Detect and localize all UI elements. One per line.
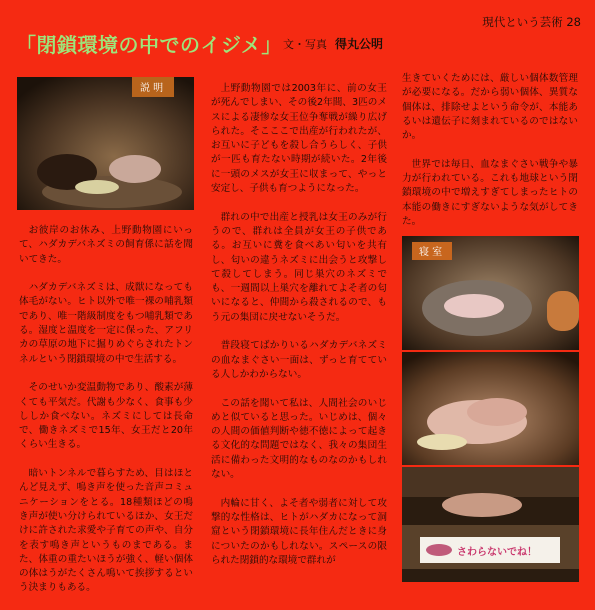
- author-name: 得丸公明: [335, 37, 384, 51]
- text-column-3: [402, 72, 578, 244]
- paragraph: 内輪に甘く、よそ者や弱者に対して攻撃的な性格は、ヒトがハダカになって洞窟という閉鎖環境に長年住んだときに身についたのかもしれない。スペースの限られた閉鎖的な環境で群れが: [211, 497, 387, 566]
- text-column-1: [19, 224, 193, 610]
- byline-label: 文・写真: [283, 38, 327, 51]
- paragraph: 上野動物園では2003年に、前の女王が死んでしまい、その後2年間、3匹のメスによる凄惨な女王位争奪戦が繰り広げられた。そこここで出産が行われたが、お互いに子どもを殺し合うらしく、子供が一匹も育たない時期が続いた。2年後に一頭のメスが女王に収まって、やっと安定し、子供も育つようになった。: [211, 83, 387, 195]
- paragraph: 世界では毎日、血なまぐさい戦争や暴力が行われている。これも地球という閉鎖環境の中で増えすぎてしまったヒトの本能の働きにすぎないような気がしてきた。: [402, 158, 578, 227]
- photo-tube-image: [402, 467, 579, 582]
- photo-tube-sign: [402, 467, 579, 582]
- photo-burrow-sign-image: [17, 77, 194, 210]
- series-label: 現代という芸術 28: [482, 15, 581, 29]
- paragraph: 普段寝てばかりいるハダカデバネズミの血なまぐさい一面は、ずっと育てている人しかわからない。: [211, 340, 387, 380]
- sign-2-text: 寝 室: [419, 247, 443, 258]
- paragraph: そのせいか変温動物であり、酸素が薄くても平気だ。代謝も少なく、食事も少ししか食べない。ネズミにしては長命で、働きネズミで15年、女王だと20年くらい生きる。: [19, 382, 193, 451]
- photo-sleeping-room: [402, 236, 579, 350]
- paragraph: 暗いトンネルで暮らすため、目はほとんど見えず、鳴き声を使った音声コミュニケーションをとる。18種類ほどの鳴き声が使い分けられているほか、女王だけに許された求愛や子育ての声や、自分を表す鳴き声というものまである。また、体重の重たいほうが強く、軽い個体の体はうがたくさん鳴いて挨拶するという決まりもある。: [19, 468, 193, 594]
- photo-burrow-sign: [17, 77, 194, 210]
- paragraph: 群れの中で出産と授乳は女王のみが行うので、群れは全員が女王の子供である。お互いに糞を食べあい匂いを共有し、匂いの違うネズミに出会うと攻撃して殺してしまう。同じ巣穴のネズミでも、一週間以上巣穴を離れてよそ者の匂いになると、仲間から殺されるので、もう元の集団に戻せないそうだ。: [211, 211, 387, 323]
- photo-sleeping-room-image: [402, 236, 579, 350]
- text-column-2: [211, 82, 387, 582]
- byline: [283, 35, 383, 52]
- photo-cluster-image: [402, 352, 579, 465]
- paragraph: ハダカデバネズミは、成獣になっても体毛がない。ヒト以外で唯一裸の哺乳類であり、唯一階級制度をもつ哺乳類である。湿度と温度を一定に保った、アフリカの草原の地下に掘りめぐらされたトンネルという閉鎖環境の中で生活する。: [19, 282, 193, 365]
- sign-1-text: 説 明: [140, 83, 164, 94]
- photo-mole-rat-cluster: [402, 352, 579, 465]
- paragraph: 生きていくためには、厳しい個体数管理が必要になる。だから弱い個体、異質な個体は、排除せよという命令が、本能あるいは遺伝子に刻まれているのではないか。: [402, 73, 578, 142]
- sign-3-text: さわらないでね！: [457, 547, 537, 558]
- article-title: 「閉鎖環境の中でのイジメ」: [16, 33, 282, 57]
- paragraph: この話を聞いて私は、人間社会のいじめと似ていると思った。いじめは、個々の人間の価値判断や徳不徳によって起きる文化的な問題ではなく、我々の集団生活に備わった文明的なものなのかもしれない。: [211, 397, 387, 481]
- paragraph: お彼岸のお休み、上野動物園にいって、ハダカデバネズミの飼育係に話を聞いてきた。: [19, 225, 193, 265]
